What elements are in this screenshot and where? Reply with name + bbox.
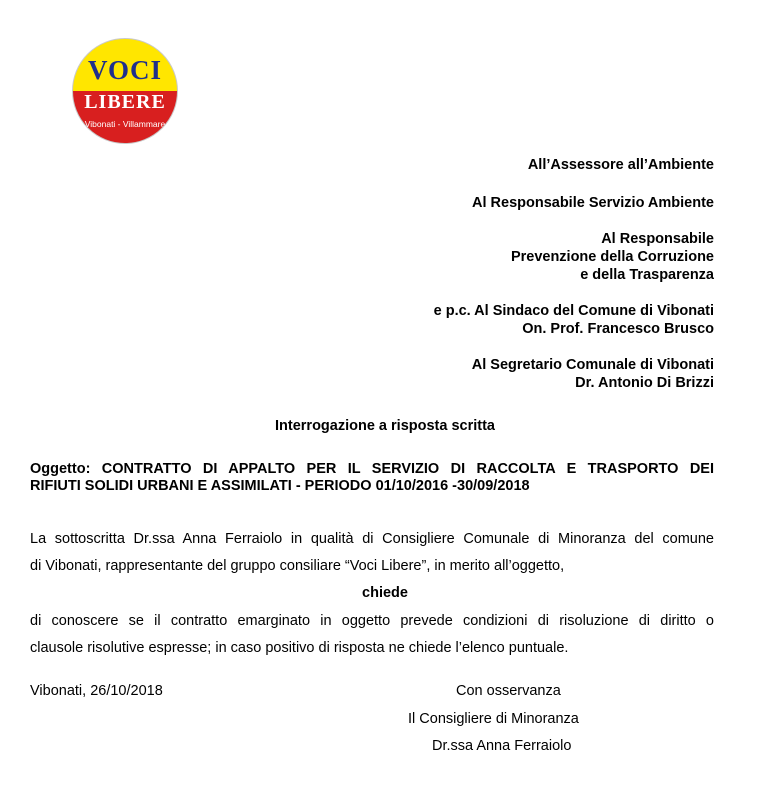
addressee-assessore: All’Assessore all’Ambiente <box>527 157 714 173</box>
logo-text-voci: VOCI <box>88 55 162 85</box>
addressee-segretario-line1: Al Segretario Comunale di Vibonati <box>471 357 714 373</box>
addressee-sindaco-line2: On. Prof. Francesco Brusco <box>522 321 714 337</box>
addressee-sindaco-line1: e p.c. Al Sindaco del Comune di Vibonati <box>433 303 714 319</box>
subject <box>30 461 714 495</box>
closing: Con osservanza <box>456 683 561 699</box>
subject-line1: Oggetto: CONTRATTO DI APPALTO PER IL SERVIZIO DI RACCOLTA E TRASPORTO DEI <box>30 461 714 477</box>
addressee-responsabile-line3: e della Trasparenza <box>580 267 714 283</box>
addressee-responsabile-line1: Al Responsabile <box>601 231 714 247</box>
subject-line2: RIFIUTI SOLIDI URBANI E ASSIMILATI - PERIODO 01/10/2016 -30/09/2018 <box>30 478 530 494</box>
body-p2-line2: clausole risolutive espresse; in caso positivo di risposta ne chiede l’elenco puntuale. <box>30 640 569 656</box>
signer-name: Dr.ssa Anna Ferraiolo <box>432 738 572 754</box>
place-date: Vibonati, 26/10/2018 <box>30 683 163 699</box>
body-chiede: chiede <box>362 585 408 601</box>
body-p2-line1: di conoscere se il contratto emarginato in oggetto prevede condizioni di risoluzione di diritto o <box>30 613 714 629</box>
voci-libere-logo <box>72 38 178 144</box>
document-title: Interrogazione a risposta scritta <box>275 418 495 434</box>
body-p1-line2: di Vibonati, rappresentante del gruppo consiliare “Voci Libere”, in merito all’oggetto, <box>30 558 565 574</box>
body-p1-line1: La sottoscritta Dr.ssa Anna Ferraiolo in qualità di Consigliere Comunale di Minoranza del comune <box>30 531 714 547</box>
addressee-segretario-line2: Dr. Antonio Di Brizzi <box>575 375 714 391</box>
addressee-responsabile-ambiente: Al Responsabile Servizio Ambiente <box>472 195 714 211</box>
logo-text-libere: LIBERE <box>84 91 166 113</box>
addressee-responsabile-line2: Prevenzione della Corruzione <box>510 249 714 265</box>
signer-role: Il Consigliere di Minoranza <box>408 711 579 727</box>
logo-ring-text: Vibonati - Villammare <box>84 119 166 129</box>
